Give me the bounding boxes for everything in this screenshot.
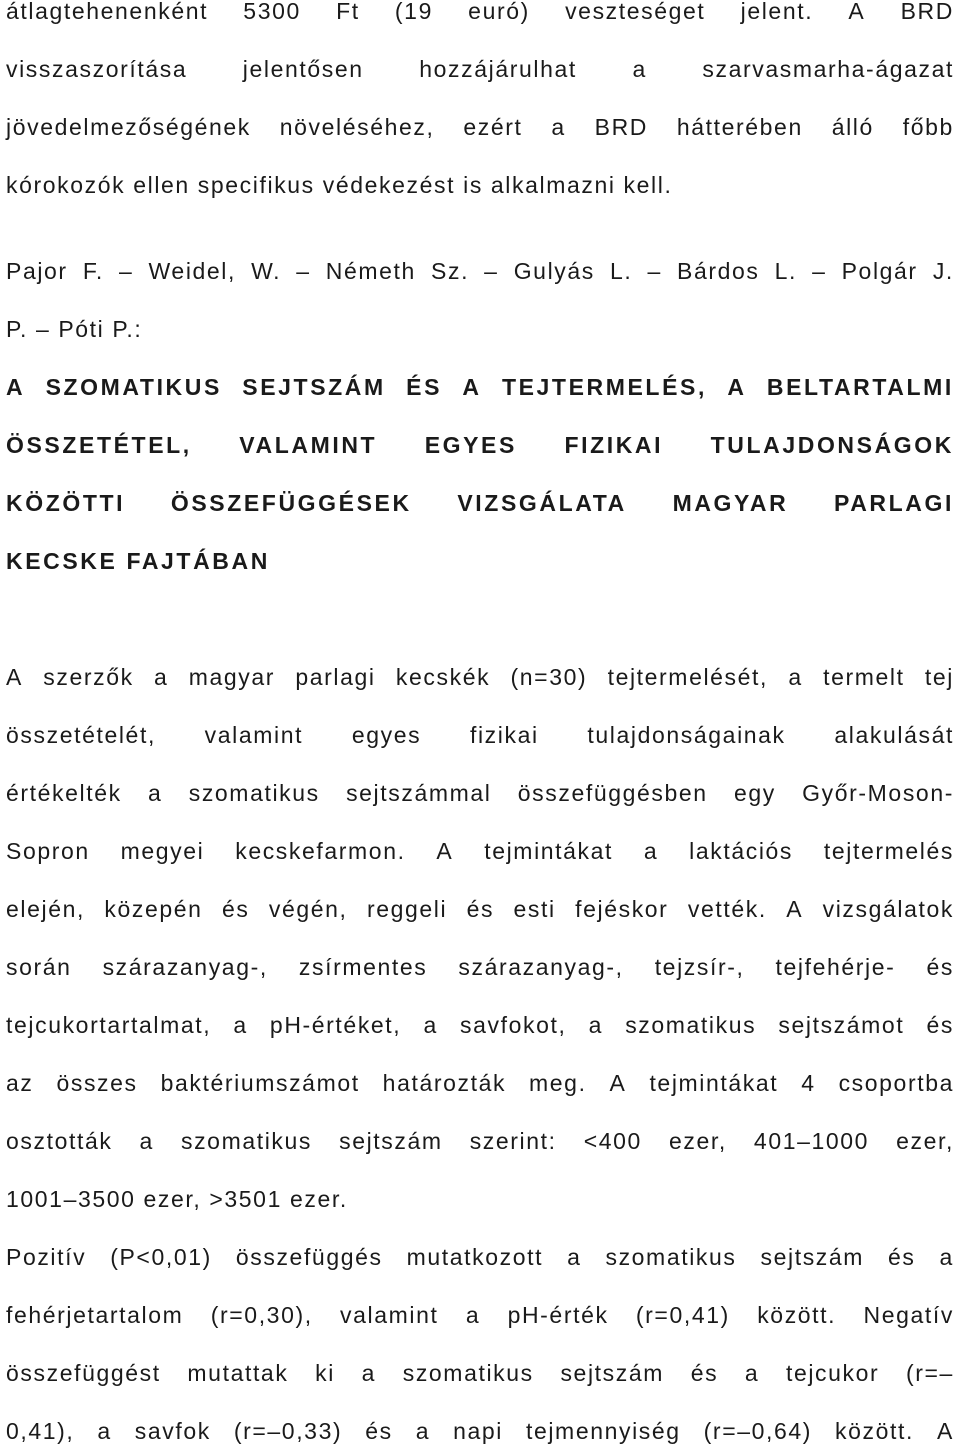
word: sejtszám xyxy=(560,1360,664,1386)
word: sejtszám xyxy=(760,1244,865,1270)
word: szomatikus xyxy=(625,1012,757,1038)
word: a xyxy=(465,1302,481,1328)
word: (P<0,01) xyxy=(110,1244,212,1270)
word: Bárdos xyxy=(677,258,760,284)
word: a xyxy=(154,664,169,690)
word: a xyxy=(643,838,659,864)
article-title-line xyxy=(6,372,954,402)
word: a xyxy=(148,780,163,806)
word: termelt xyxy=(823,664,905,690)
word: VIZSGÁLATA xyxy=(457,490,627,516)
word: ÉS xyxy=(406,374,443,400)
word: meg. xyxy=(529,1070,587,1096)
word: szárazanyag-, xyxy=(458,954,624,980)
word: Pajor xyxy=(6,258,68,284)
word: ezért xyxy=(463,114,523,140)
abstract-line xyxy=(6,1010,954,1040)
intro-line xyxy=(6,0,954,26)
word: jelentősen xyxy=(242,56,364,82)
word: A xyxy=(462,374,482,400)
word: fizikai xyxy=(469,722,539,748)
word: csoportba xyxy=(838,1070,954,1096)
word: TULAJDONSÁGOK xyxy=(710,432,954,458)
word: J. xyxy=(932,258,954,284)
word: A xyxy=(848,0,866,24)
word: során xyxy=(6,954,72,980)
word: Németh xyxy=(325,258,416,284)
word: jelent. xyxy=(740,0,814,24)
word: közepén xyxy=(104,896,203,922)
results-line xyxy=(6,1358,954,1388)
word: megyei xyxy=(120,838,205,864)
word: összefüggésben xyxy=(517,780,708,806)
word: Sopron xyxy=(6,838,90,864)
word: elején, xyxy=(6,896,85,922)
abstract-line xyxy=(6,662,954,692)
word: BELTARTALMI xyxy=(766,374,954,400)
word: ezer, xyxy=(668,1128,727,1154)
word: (r=–0,64) xyxy=(703,1418,813,1444)
word: sejtszám xyxy=(339,1128,443,1154)
word: főbb xyxy=(902,114,954,140)
word: 5300 xyxy=(243,0,301,24)
word: tejfehérje- xyxy=(775,954,896,980)
word: veszteséget xyxy=(565,0,706,24)
word: és xyxy=(365,1418,393,1444)
word: KÖZÖTTI xyxy=(6,490,126,516)
word: L. xyxy=(774,258,797,284)
word: baktériumszámot xyxy=(160,1070,360,1096)
word: Pozitív xyxy=(6,1244,87,1270)
word: szerzők xyxy=(43,664,134,690)
word: tejcukor xyxy=(785,1360,880,1386)
word: MAGYAR xyxy=(672,490,789,516)
word: (r=0,30), xyxy=(210,1302,313,1328)
word: EGYES xyxy=(424,432,517,458)
intro-line: kórokozók ellen specifikus védekezést is alkalmazni kell. xyxy=(6,172,673,198)
abstract-line xyxy=(6,1068,954,1098)
results-line xyxy=(6,1242,954,1272)
abstract-line: 1001–3500 ezer, >3501 ezer. xyxy=(6,1186,348,1212)
word: Győr-Moson- xyxy=(802,780,954,806)
word: tejzsír-, xyxy=(654,954,745,980)
word: valamint xyxy=(340,1302,439,1328)
word: osztották xyxy=(6,1128,113,1154)
abstract-line xyxy=(6,1126,954,1156)
word: és xyxy=(926,1012,954,1038)
word: A xyxy=(436,838,454,864)
abstract-line xyxy=(6,720,954,750)
word: reggeli xyxy=(366,896,448,922)
word: SZOMATIKUS xyxy=(45,374,222,400)
word: (n=30) xyxy=(510,664,588,690)
word: tejmintákat xyxy=(649,1070,779,1096)
word: – xyxy=(484,258,499,284)
word: 4 xyxy=(801,1070,816,1096)
word: egy xyxy=(733,780,776,806)
word: a xyxy=(233,1012,248,1038)
word: tej xyxy=(924,664,954,690)
word: a xyxy=(567,1244,582,1270)
word: a xyxy=(939,1244,954,1270)
results-line xyxy=(6,1416,954,1446)
word: Ft xyxy=(336,0,360,24)
word: parlagi xyxy=(295,664,376,690)
word: ezer, xyxy=(896,1128,954,1154)
word: sejtszámmal xyxy=(346,780,492,806)
word: BRD xyxy=(594,114,648,140)
word: – xyxy=(119,258,134,284)
word: (r=–0,33) xyxy=(233,1418,343,1444)
word: fehérjetartalom xyxy=(6,1302,184,1328)
word: fejéskor xyxy=(575,896,669,922)
word: – xyxy=(812,258,827,284)
word: ÖSSZETÉTEL, xyxy=(6,432,192,458)
word: VALAMINT xyxy=(239,432,378,458)
word: egyes xyxy=(351,722,422,748)
word: PARLAGI xyxy=(833,490,954,516)
word: F. xyxy=(82,258,104,284)
word: szomatikus xyxy=(402,1360,534,1386)
word: <400 xyxy=(583,1128,642,1154)
word: pH-értéket, xyxy=(269,1012,402,1038)
authors-line: P. – Póti P.: xyxy=(6,316,143,342)
word: (r=0,41) xyxy=(635,1302,730,1328)
word: szárazanyag-, xyxy=(102,954,268,980)
word: (19 xyxy=(394,0,433,24)
word: tejcukortartalmat, xyxy=(6,1012,212,1038)
word: 0,41), xyxy=(6,1418,75,1444)
word: és xyxy=(888,1244,916,1270)
abstract-line xyxy=(6,894,954,924)
word: ÖSSZEFÜGGÉSEK xyxy=(170,490,412,516)
word: tejtermelés xyxy=(823,838,954,864)
word: A xyxy=(727,374,747,400)
abstract-line xyxy=(6,836,954,866)
word: laktációs xyxy=(689,838,794,864)
word: valamint xyxy=(204,722,304,748)
word: és xyxy=(466,896,495,922)
word: BRD xyxy=(900,0,954,24)
word: szarvasmarha-ágazat xyxy=(702,56,954,82)
word: tejmintákat xyxy=(484,838,614,864)
word: a xyxy=(139,1128,154,1154)
word: hátterében xyxy=(676,114,803,140)
word: W. xyxy=(251,258,282,284)
results-line xyxy=(6,1300,954,1330)
word: vizsgálatok xyxy=(822,896,954,922)
word: Sz. xyxy=(431,258,470,284)
word: átlagtehenenként xyxy=(6,0,209,24)
word: Polgár xyxy=(841,258,918,284)
word: összetételét, xyxy=(6,722,156,748)
word: az xyxy=(6,1070,34,1096)
word: tulajdonságainak xyxy=(587,722,786,748)
word: zsírmentes xyxy=(298,954,428,980)
word: összefüggést xyxy=(6,1360,161,1386)
word: és xyxy=(926,954,954,980)
word: álló xyxy=(831,114,874,140)
word: és xyxy=(221,896,250,922)
word: a xyxy=(423,1012,438,1038)
abstract-line xyxy=(6,952,954,982)
word: a xyxy=(744,1360,760,1386)
word: A xyxy=(609,1070,627,1096)
word: pH-érték xyxy=(507,1302,609,1328)
word: ki xyxy=(315,1360,335,1386)
word: FIZIKAI xyxy=(564,432,664,458)
intro-line xyxy=(6,112,954,142)
word: értékelték xyxy=(6,780,122,806)
word: tejtermelését, xyxy=(607,664,769,690)
word: A xyxy=(786,896,804,922)
word: jövedelmezőségének xyxy=(6,114,251,140)
word: TEJTERMELÉS, xyxy=(501,374,707,400)
word: mutattak xyxy=(187,1360,289,1386)
word: a xyxy=(415,1418,431,1444)
word: határozták xyxy=(382,1070,507,1096)
word: magyar xyxy=(188,664,276,690)
word: tejmennyiség xyxy=(525,1418,681,1444)
word: között. xyxy=(757,1302,837,1328)
word: A xyxy=(936,1418,954,1444)
word: a xyxy=(788,664,803,690)
article-title-line xyxy=(6,430,954,460)
word: (r=– xyxy=(906,1360,954,1386)
word: alakulását xyxy=(834,722,954,748)
word: A xyxy=(6,374,26,400)
word: szomatikus xyxy=(188,780,320,806)
article-title-line: KECSKE FAJTÁBAN xyxy=(6,548,270,574)
abstract-line xyxy=(6,778,954,808)
word: a xyxy=(588,1012,604,1038)
word: és xyxy=(690,1360,719,1386)
word: visszaszorítása xyxy=(6,56,188,82)
word: növeléséhez, xyxy=(279,114,435,140)
word: a xyxy=(632,56,647,82)
word: 401–1000 xyxy=(753,1128,870,1154)
word: savfokot, xyxy=(460,1012,567,1038)
word: – xyxy=(647,258,662,284)
word: savfok xyxy=(134,1418,211,1444)
authors-line xyxy=(6,256,954,286)
article-title-line xyxy=(6,488,954,518)
word: Negatív xyxy=(863,1302,954,1328)
word: összefüggés xyxy=(235,1244,383,1270)
word: mutatkozott xyxy=(406,1244,544,1270)
word: Gulyás xyxy=(513,258,595,284)
word: szerint: xyxy=(469,1128,557,1154)
word: a xyxy=(97,1418,112,1444)
word: napi xyxy=(453,1418,503,1444)
word: a xyxy=(361,1360,377,1386)
word: kecskék xyxy=(395,664,491,690)
word: sejtszámot xyxy=(778,1012,905,1038)
word: hozzájárulhat xyxy=(419,56,577,82)
word: L. xyxy=(609,258,633,284)
word: euró) xyxy=(468,0,530,24)
word: a xyxy=(551,114,566,140)
word: A xyxy=(6,664,23,690)
word: vették. xyxy=(687,896,767,922)
word: kecskefarmon. xyxy=(235,838,406,864)
word: végén, xyxy=(268,896,348,922)
intro-line xyxy=(6,54,954,84)
word: között. xyxy=(835,1418,914,1444)
word: – xyxy=(296,258,311,284)
word: Weidel, xyxy=(148,258,237,284)
word: esti xyxy=(513,896,556,922)
word: szomatikus xyxy=(180,1128,313,1154)
word: SEJTSZÁM xyxy=(242,374,386,400)
word: szomatikus xyxy=(605,1244,737,1270)
word: összes xyxy=(56,1070,138,1096)
